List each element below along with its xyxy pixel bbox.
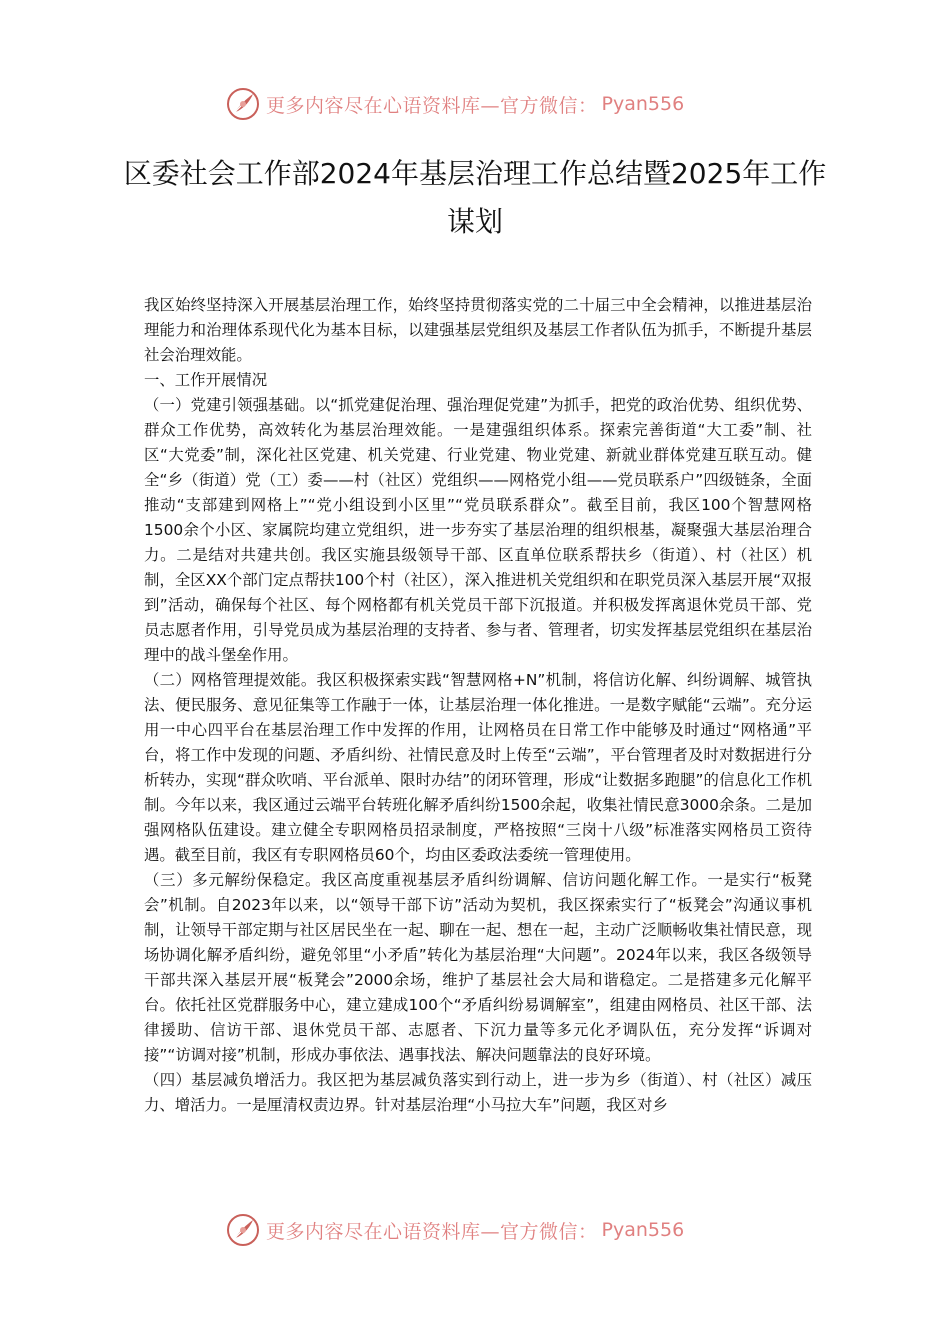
quill-logo-icon	[226, 1213, 260, 1247]
watermark-text: 更多内容尽在心语资料库—官方微信：	[266, 94, 598, 117]
paragraph-grid-management: （二）网格管理提效能。我区积极探索实践“智慧网格+N”机制，将信访化解、纠纷调解、城管执法、便民服务、意见征集等工作融于一体，让基层治理一体化推进。一是数字赋能“云端”。充分运用一中心四平台在基层治理工作中发挥的作用，让网格员在日常工作中能够及时通过“网格通”平台，将工作中发现的问题、矛盾纠纷、社情民意及时上传至“云端”，平台管理者及时对数据进行分析转办，实现“群众吹哨、平台派单、限时办结”的闭环管理，形成“让数据多跑腿”的信息化工作机制。今年以来，我区通过云端平台转班化解矛盾纠纷1500余起，收集社情民意3000余条。二是加强网格队伍建设。建立健全专职网格员招录制度，严格按照“三岗十八级”标准落实网格员工资待遇。截至目前，我区有专职网格员60个，均由区委政法委统一管理使用。	[144, 671, 812, 864]
section-heading: 一、工作开展情况	[144, 371, 268, 389]
intro-paragraph: 我区始终坚持深入开展基层治理工作，始终坚持贯彻落实党的二十届三中全会精神，以推进基层治理能力和治理体系现代化为基本目标，以建强基层党组织及基层工作者队伍为抓手，不断提升基层社会治理效能。	[144, 296, 812, 364]
paragraph-burden-reduction: （四）基层减负增活力。我区把为基层减负落实到行动上，进一步为乡（街道）、村（社区）减压力、增活力。一是厘清权责边界。针对基层治理“小马拉大车”问题，我区对乡	[144, 1071, 812, 1114]
watermark-account: Pyan556	[601, 93, 685, 115]
document-body	[144, 293, 812, 1118]
watermark-text: 更多内容尽在心语资料库—官方微信：	[266, 1220, 598, 1243]
paragraph-dispute-resolution: （三）多元解纷保稳定。我区高度重视基层矛盾纠纷调解、信访问题化解工作。一是实行“板凳会”机制。自2023年以来，以“领导干部下访”活动为契机，我区探索实行了“板凳会”沟通议事机制，让领导干部定期与社区居民坐在一起、聊在一起、想在一起，主动广泛顺畅收集社情民意，现场协调化解矛盾纠纷，避免邻里“小矛盾”转化为基层治理“大问题”。2024年以来，我区各级领导干部共深入基层开展“板凳会”2000余场，维护了基层社会大局和谐稳定。二是搭建多元化解平台。依托社区党群服务中心，建立建成100个“矛盾纠纷易调解室”，组建由网格员、社区干部、法律援助、信访干部、退休党员干部、志愿者、下沉力量等多元化矛调队伍，充分发挥“诉调对接”“访调对接”机制，形成办事依法、遇事找法、解决问题靠法的良好环境。	[144, 871, 812, 1064]
paragraph-party-building: （一）党建引领强基础。以“抓党建促治理、强治理促党建”为抓手，把党的政治优势、组织优势、群众工作优势，高效转化为基层治理效能。一是建强组织体系。探索完善街道“大工委”制、社区“大党委”制，深化社区党建、机关党建、行业党建、物业党建、新就业群体党建互联互动。健全“乡（街道）党（工）委——村（社区）党组织——网格党小组——党员联系户”四级链条，全面推动“支部建到网格上”“党小组设到小区里”“党员联系群众”。截至目前，我区100个智慧网格1500余个小区、家属院均建立党组织，进一步夯实了基层治理的组织根基，凝聚强大基层治理合力。二是结对共建共创。我区实施县级领导干部、区直单位联系帮扶乡（街道）、村（社区）机制，全区XX个部门定点帮扶100个村（社区），深入推进机关党组织和在职党员深入基层开展“双报到”活动，确保每个社区、每个网格都有机关党员干部下沉报道。并积极发挥离退休党员干部、党员志愿者作用，引导党员成为基层治理的支持者、参与者、管理者，切实发挥基层党组织在基层治理中的战斗堡垒作用。	[144, 396, 812, 664]
document-title: 区委社会工作部2024年基层治理工作总结暨2025年工作谋划	[123, 157, 827, 238]
watermark-header	[226, 86, 684, 122]
quill-logo-icon	[226, 87, 260, 121]
watermark-account: Pyan556	[601, 1219, 685, 1241]
watermark-footer	[226, 1212, 684, 1248]
